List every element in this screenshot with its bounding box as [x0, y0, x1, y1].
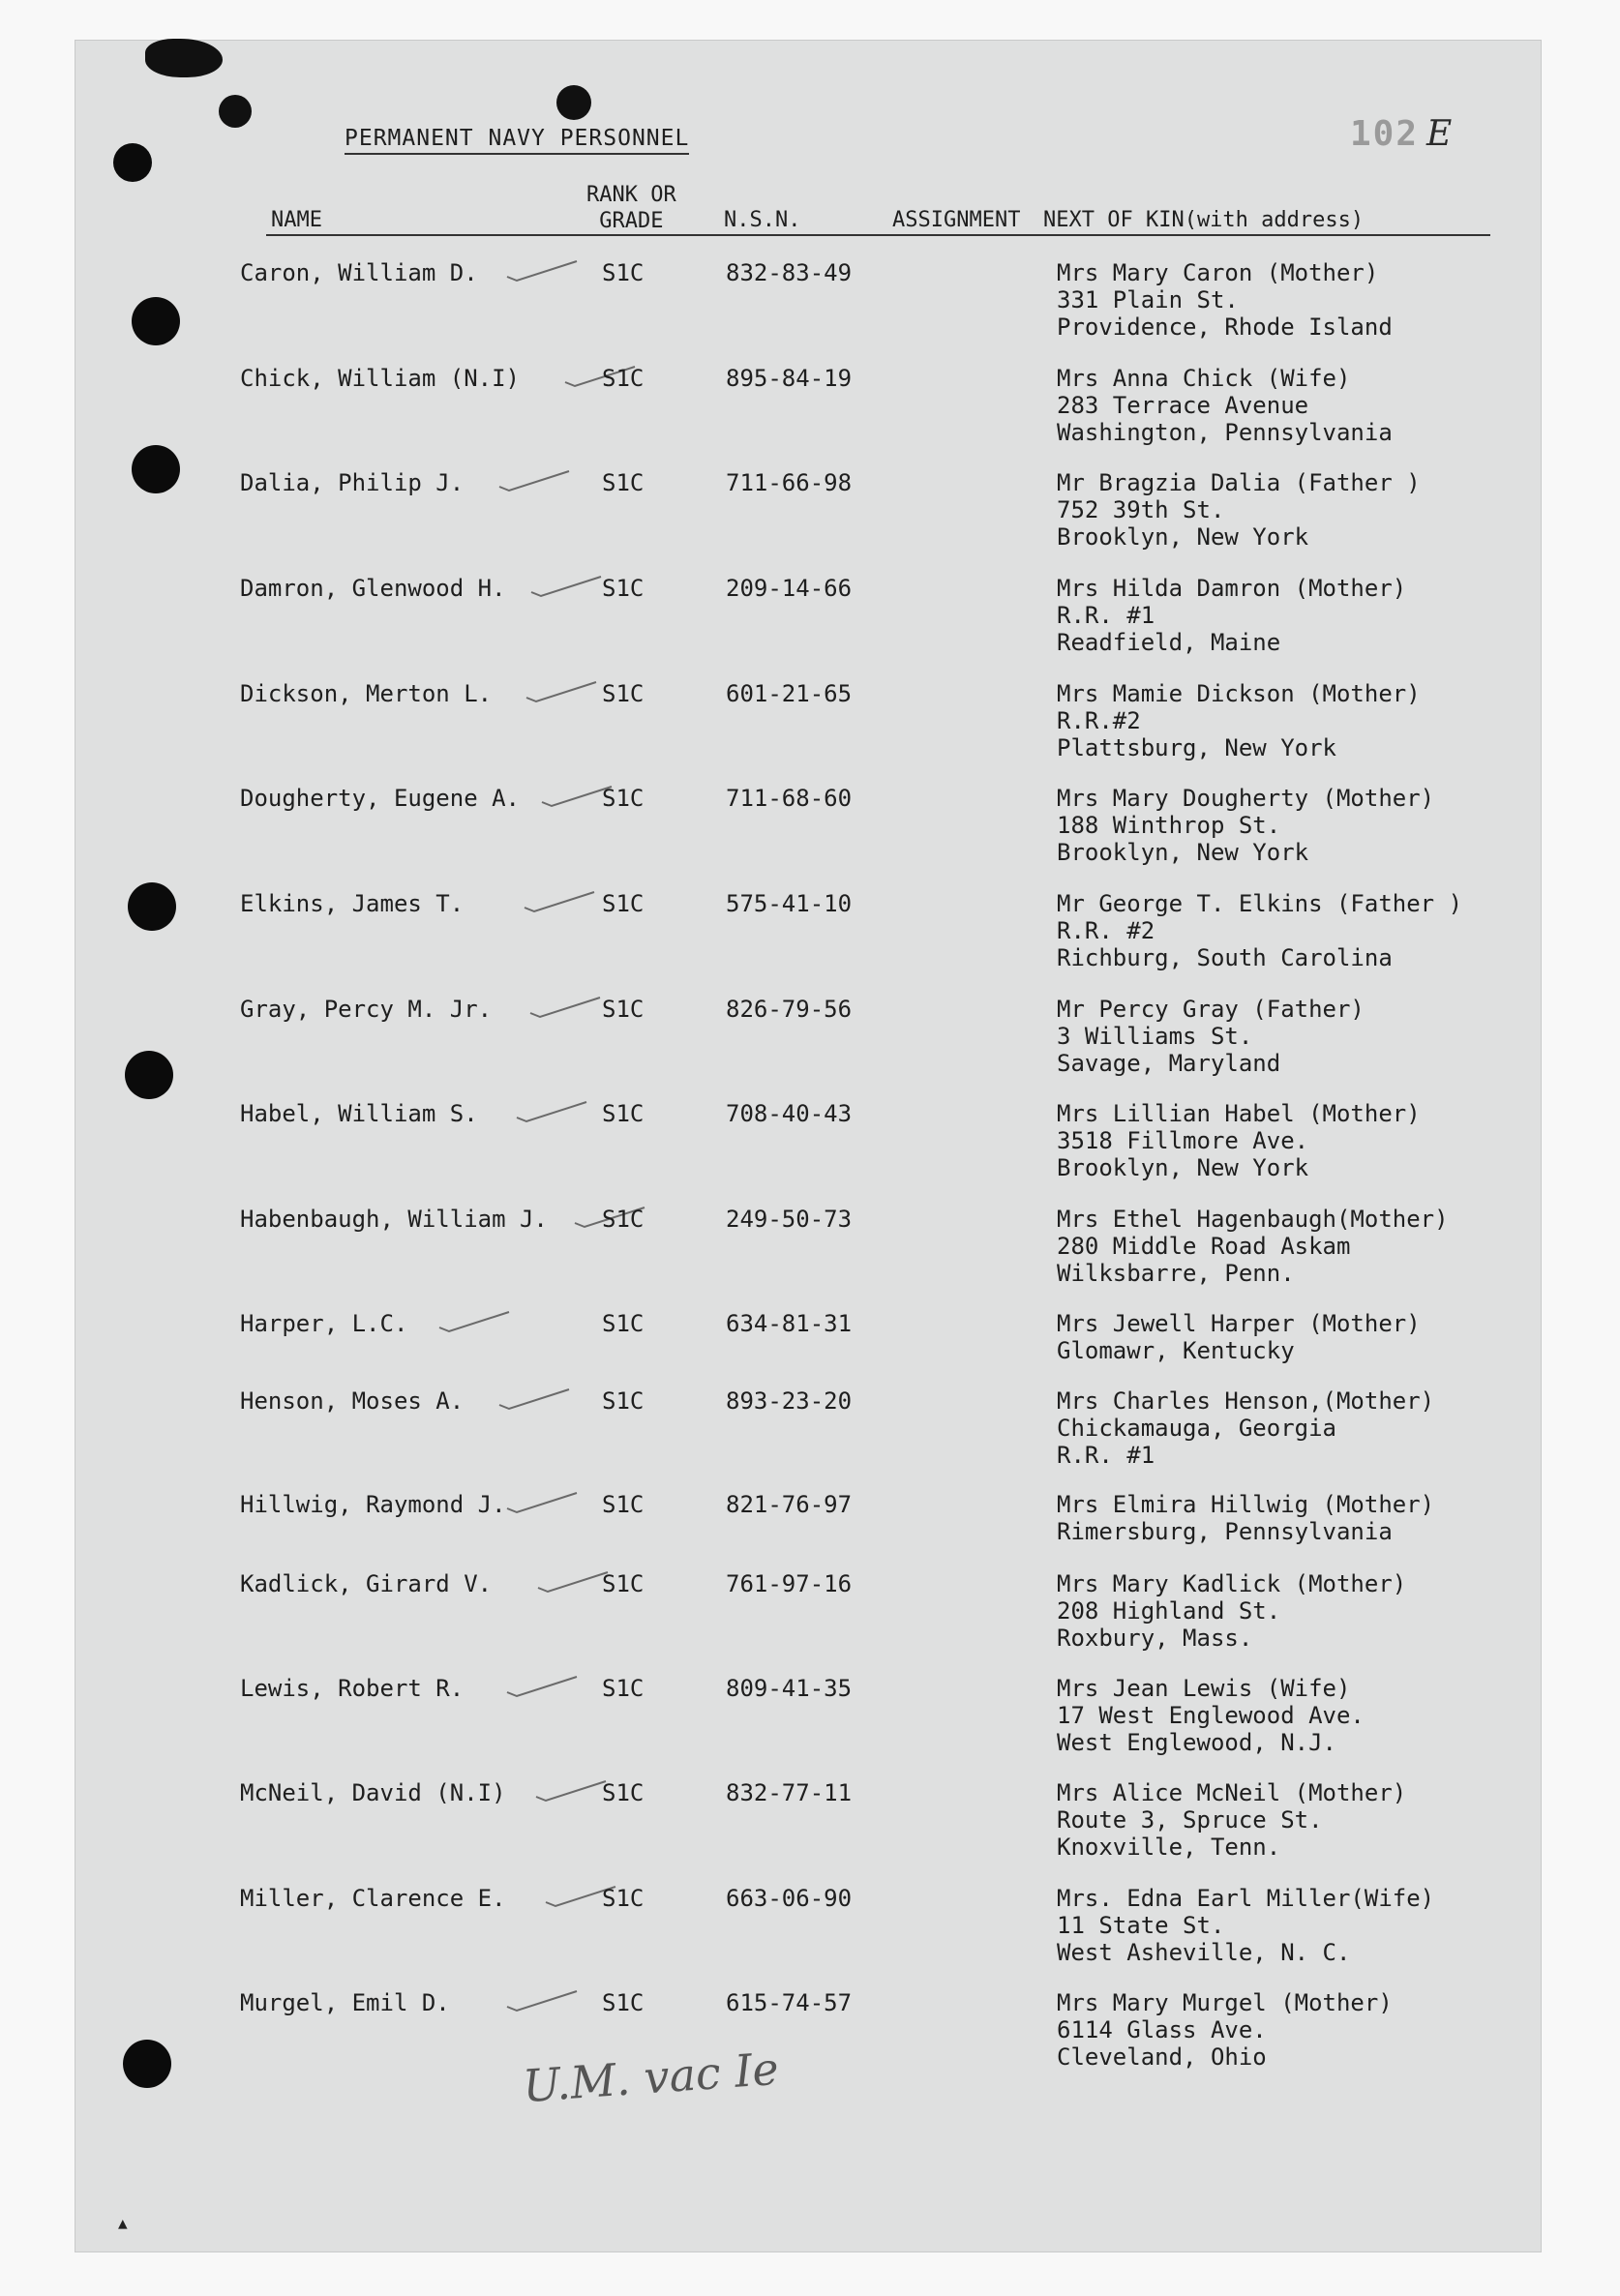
punch-hole [113, 143, 152, 182]
rank: S1C [602, 680, 645, 707]
personnel-name: Elkins, James T. [240, 890, 465, 917]
next-of-kin [1057, 1675, 1365, 1756]
next-of-kin-line: Rimersburg, Pennsylvania [1057, 1518, 1393, 1545]
next-of-kin-line: 3 Williams St. [1057, 1023, 1253, 1050]
rank: S1C [602, 469, 645, 496]
service-number: 615-74-57 [726, 1989, 853, 2016]
rank: S1C [602, 1570, 645, 1597]
personnel-name: Dalia, Philip J. [240, 469, 465, 496]
next-of-kin-line: R.R. #1 [1057, 602, 1155, 629]
next-of-kin-line: Glomawr, Kentucky [1057, 1337, 1295, 1364]
personnel-name: Chick, William (N.I) [240, 365, 520, 392]
service-number: 895-84-19 [726, 365, 853, 392]
personnel-name: Harper, L.C. [240, 1310, 408, 1337]
next-of-kin-line: Mrs Anna Chick (Wife) [1057, 365, 1351, 392]
table-row [0, 1675, 1620, 1772]
corner-mark: ▲ [118, 2214, 128, 2232]
next-of-kin-line: Mrs Mary Caron (Mother) [1057, 259, 1379, 286]
personnel-name: Dickson, Merton L. [240, 680, 493, 707]
personnel-name: Lewis, Robert R. [240, 1675, 465, 1702]
personnel-name: Hillwig, Raymond J. [240, 1491, 506, 1518]
ink-stain [556, 85, 591, 120]
next-of-kin-line: Mrs Charles Henson,(Mother) [1057, 1387, 1435, 1415]
check-mark-icon [534, 1566, 612, 1594]
service-number: 832-83-49 [726, 259, 853, 286]
personnel-name: McNeil, David (N.I) [240, 1779, 506, 1806]
check-mark-icon [523, 676, 600, 703]
next-of-kin-line: Richburg, South Carolina [1057, 944, 1393, 971]
rank: S1C [602, 575, 645, 602]
table-row [0, 1570, 1620, 1667]
service-number: 893-23-20 [726, 1387, 853, 1415]
next-of-kin [1057, 365, 1393, 446]
next-of-kin-line: 331 Plain St. [1057, 286, 1239, 313]
table-row [0, 785, 1620, 881]
next-of-kin [1057, 1491, 1434, 1545]
next-of-kin [1057, 1387, 1434, 1469]
next-of-kin-line: West Englewood, N.J. [1057, 1729, 1336, 1756]
next-of-kin-line: Mr Percy Gray (Father) [1057, 996, 1365, 1023]
check-mark-icon [503, 1487, 581, 1514]
rank: S1C [602, 1885, 645, 1912]
rank: S1C [602, 1491, 645, 1518]
next-of-kin-line: Chickamauga, Georgia [1057, 1415, 1336, 1442]
next-of-kin-line: R.R. #1 [1057, 1442, 1155, 1469]
personnel-name: Habel, William S. [240, 1100, 478, 1127]
rank: S1C [602, 1779, 645, 1806]
next-of-kin-line: 6114 Glass Ave. [1057, 2016, 1267, 2043]
next-of-kin [1057, 1779, 1406, 1861]
personnel-name: Kadlick, Girard V. [240, 1570, 493, 1597]
page-number: 102 E [1350, 114, 1455, 154]
next-of-kin-line: 208 Highland St. [1057, 1597, 1281, 1625]
next-of-kin [1057, 680, 1421, 761]
check-mark-icon [503, 1985, 581, 2013]
next-of-kin-line: Plattsburg, New York [1057, 734, 1336, 761]
rank: S1C [602, 890, 645, 917]
check-mark-icon [495, 1384, 573, 1411]
next-of-kin-line: Readfield, Maine [1057, 629, 1281, 656]
next-of-kin-line: Providence, Rhode Island [1057, 313, 1393, 341]
column-header-sn: N.S.N. [724, 208, 801, 232]
next-of-kin-line: Mrs Ethel Hagenbaugh(Mother) [1057, 1206, 1449, 1233]
rank: S1C [602, 365, 645, 392]
next-of-kin [1057, 1206, 1449, 1287]
next-of-kin-line: Route 3, Spruce St. [1057, 1806, 1323, 1834]
header-rule [266, 234, 1490, 236]
next-of-kin-line: 188 Winthrop St. [1057, 812, 1281, 839]
table-row [0, 996, 1620, 1092]
table-row [0, 680, 1620, 777]
rank: S1C [602, 259, 645, 286]
table-row [0, 1387, 1620, 1484]
next-of-kin [1057, 785, 1434, 866]
service-number: 711-68-60 [726, 785, 853, 812]
check-mark-icon [435, 1306, 513, 1333]
check-mark-icon [503, 255, 581, 283]
service-number: 826-79-56 [726, 996, 853, 1023]
next-of-kin-line: Cleveland, Ohio [1057, 2043, 1267, 2071]
table-row [0, 1100, 1620, 1197]
personnel-name: Dougherty, Eugene A. [240, 785, 520, 812]
personnel-name: Caron, William D. [240, 259, 478, 286]
next-of-kin-line: Knoxville, Tenn. [1057, 1834, 1281, 1861]
check-mark-icon [532, 1775, 610, 1803]
personnel-name: Damron, Glenwood H. [240, 575, 506, 602]
rank: S1C [602, 1675, 645, 1702]
next-of-kin-line: Mrs Mary Dougherty (Mother) [1057, 785, 1435, 812]
check-mark-icon [495, 465, 573, 492]
next-of-kin-line: Mr George T. Elkins (Father ) [1057, 890, 1463, 917]
next-of-kin-line: 17 West Englewood Ave. [1057, 1702, 1365, 1729]
service-number: 809-41-35 [726, 1675, 853, 1702]
next-of-kin [1057, 575, 1406, 656]
next-of-kin-line: Mrs Mary Murgel (Mother) [1057, 1989, 1393, 2016]
next-of-kin [1057, 1989, 1393, 2071]
next-of-kin-line: Mrs Hilda Damron (Mother) [1057, 575, 1407, 602]
next-of-kin [1057, 1310, 1421, 1364]
table-row [0, 1779, 1620, 1876]
handwritten-note: U.M. vac Ie [521, 2042, 781, 2113]
table-row [0, 469, 1620, 566]
personnel-name: Miller, Clarence E. [240, 1885, 506, 1912]
check-mark-icon [526, 992, 604, 1019]
personnel-name: Gray, Percy M. Jr. [240, 996, 493, 1023]
check-mark-icon [527, 571, 605, 598]
rank: S1C [602, 1206, 645, 1233]
check-mark-icon [513, 1096, 590, 1123]
column-header-assignment: ASSIGNMENT [892, 208, 1021, 232]
next-of-kin-line: Mr Bragzia Dalia (Father ) [1057, 469, 1421, 496]
check-mark-icon [521, 886, 598, 913]
rank: S1C [602, 1989, 645, 2016]
next-of-kin-line: Savage, Maryland [1057, 1050, 1281, 1077]
table-row [0, 890, 1620, 987]
next-of-kin [1057, 469, 1421, 551]
personnel-name: Henson, Moses A. [240, 1387, 465, 1415]
personnel-name: Murgel, Emil D. [240, 1989, 450, 2016]
next-of-kin-line: Brooklyn, New York [1057, 839, 1309, 866]
service-number: 708-40-43 [726, 1100, 853, 1127]
table-row [0, 1206, 1620, 1302]
service-number: 634-81-31 [726, 1310, 853, 1337]
service-number: 601-21-65 [726, 680, 853, 707]
next-of-kin-line: Mrs Elmira Hillwig (Mother) [1057, 1491, 1435, 1518]
next-of-kin-line: Roxbury, Mass. [1057, 1625, 1253, 1652]
check-mark-icon [503, 1671, 581, 1698]
rank: S1C [602, 785, 645, 812]
rank: S1C [602, 1387, 645, 1415]
next-of-kin [1057, 890, 1462, 971]
service-number: 209-14-66 [726, 575, 853, 602]
service-number: 249-50-73 [726, 1206, 853, 1233]
service-number: 821-76-97 [726, 1491, 853, 1518]
column-header-rank: RANK OR GRADE [586, 183, 676, 233]
column-header-name: NAME [271, 208, 322, 232]
ink-stain [145, 39, 223, 77]
next-of-kin [1057, 1570, 1406, 1652]
table-row [0, 259, 1620, 356]
next-of-kin-line: 283 Terrace Avenue [1057, 392, 1309, 419]
next-of-kin-line: West Asheville, N. C. [1057, 1939, 1351, 1966]
rank: S1C [602, 996, 645, 1023]
next-of-kin-line: Washington, Pennsylvania [1057, 419, 1393, 446]
table-row [0, 1885, 1620, 1982]
ink-stain [219, 95, 252, 128]
next-of-kin-line: Brooklyn, New York [1057, 523, 1309, 551]
next-of-kin-line: R.R. #2 [1057, 917, 1155, 944]
page-title: PERMANENT NAVY PERSONNEL [345, 126, 689, 155]
column-header-kin: NEXT OF KIN(with address) [1043, 208, 1365, 232]
next-of-kin-line: Mrs. Edna Earl Miller(Wife) [1057, 1885, 1435, 1912]
next-of-kin-line: 11 State St. [1057, 1912, 1225, 1939]
table-row [0, 1989, 1620, 2086]
next-of-kin [1057, 1100, 1421, 1181]
service-number: 663-06-90 [726, 1885, 853, 1912]
next-of-kin-line: Wilksbarre, Penn. [1057, 1260, 1295, 1287]
next-of-kin-line: 280 Middle Road Askam [1057, 1233, 1351, 1260]
personnel-name: Habenbaugh, William J. [240, 1206, 548, 1233]
next-of-kin-line: R.R.#2 [1057, 707, 1141, 734]
service-number: 575-41-10 [726, 890, 853, 917]
next-of-kin-line: 3518 Fillmore Ave. [1057, 1127, 1309, 1154]
next-of-kin-line: Mrs Alice McNeil (Mother) [1057, 1779, 1407, 1806]
next-of-kin-line: 752 39th St. [1057, 496, 1225, 523]
next-of-kin-line: Mrs Lillian Habel (Mother) [1057, 1100, 1421, 1127]
service-number: 761-97-16 [726, 1570, 853, 1597]
table-row [0, 365, 1620, 462]
next-of-kin-line: Mrs Mamie Dickson (Mother) [1057, 680, 1421, 707]
next-of-kin [1057, 996, 1365, 1077]
next-of-kin [1057, 259, 1393, 341]
next-of-kin-line: Mrs Jewell Harper (Mother) [1057, 1310, 1421, 1337]
rank: S1C [602, 1100, 645, 1127]
service-number: 711-66-98 [726, 469, 853, 496]
next-of-kin-line: Mrs Mary Kadlick (Mother) [1057, 1570, 1407, 1597]
next-of-kin [1057, 1885, 1434, 1966]
rank: S1C [602, 1310, 645, 1337]
next-of-kin-line: Brooklyn, New York [1057, 1154, 1309, 1181]
next-of-kin-line: Mrs Jean Lewis (Wife) [1057, 1675, 1351, 1702]
table-row [0, 575, 1620, 671]
service-number: 832-77-11 [726, 1779, 853, 1806]
